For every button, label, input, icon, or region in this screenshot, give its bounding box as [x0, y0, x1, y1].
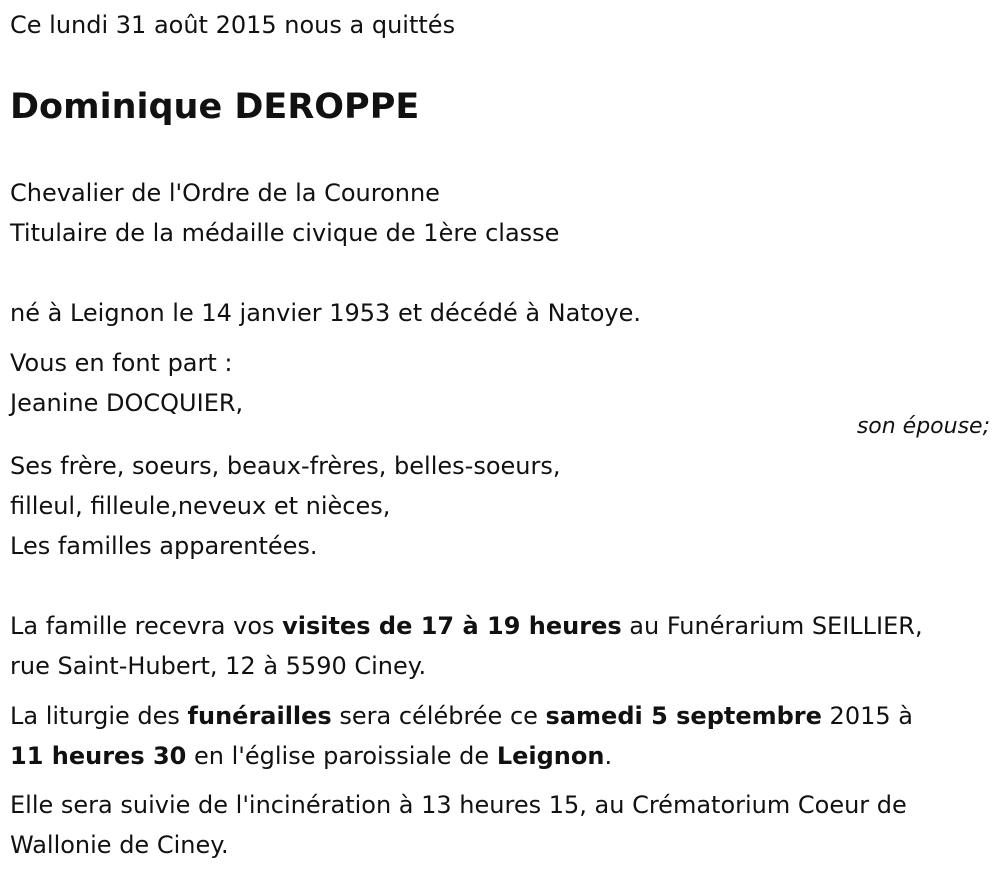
- cremation-line: Elle sera suivie de l'incinération à 13 heures 15, au Crématorium Coeur de: [10, 791, 907, 819]
- honor-line: Titulaire de la médaille civique de 1ère classe: [10, 219, 560, 247]
- funeral-line: [10, 741, 612, 771]
- visits-line: [10, 611, 923, 641]
- family-line: filleul, filleule,neveux et nièces,: [10, 492, 391, 520]
- family-line: Les familles apparentées.: [10, 532, 318, 560]
- funeral-text: 2015 à: [821, 702, 913, 730]
- funeral-date: samedi 5 septembre: [545, 702, 822, 730]
- funeral-time: 11 heures 30: [10, 742, 187, 770]
- funeral-text: .: [604, 742, 613, 770]
- funeral-text: en l'église paroissiale de: [186, 742, 497, 770]
- funeral-word: funérailles: [187, 702, 332, 730]
- funeral-text: La liturgie des: [10, 702, 188, 730]
- funeral-place: Leignon: [496, 742, 605, 770]
- visits-address: rue Saint-Hubert, 12 à 5590 Ciney.: [10, 652, 427, 680]
- deceased-name: Dominique DEROPPE: [10, 87, 420, 127]
- visits-text: au Funérarium SEILLIER,: [621, 612, 923, 640]
- announce-line: Vous en font part :: [10, 349, 233, 377]
- spouse-relation: son épouse;: [856, 414, 990, 439]
- cremation-line: Wallonie de Ciney.: [10, 831, 229, 859]
- visits-text: La famille recevra vos: [10, 612, 283, 640]
- birth-death-line: né à Leignon le 14 janvier 1953 et décédé à Natoye.: [10, 299, 642, 327]
- intro-line: Ce lundi 31 août 2015 nous a quittés: [10, 11, 456, 39]
- family-line: Ses frère, soeurs, beaux-frères, belles-soeurs,: [10, 452, 561, 480]
- visits-hours: visites de 17 à 19 heures: [282, 612, 622, 640]
- spouse-name: Jeanine DOCQUIER,: [10, 389, 244, 417]
- funeral-text: sera célébrée ce: [331, 702, 546, 730]
- funeral-line: [10, 701, 913, 731]
- honor-line: Chevalier de l'Ordre de la Couronne: [10, 179, 440, 207]
